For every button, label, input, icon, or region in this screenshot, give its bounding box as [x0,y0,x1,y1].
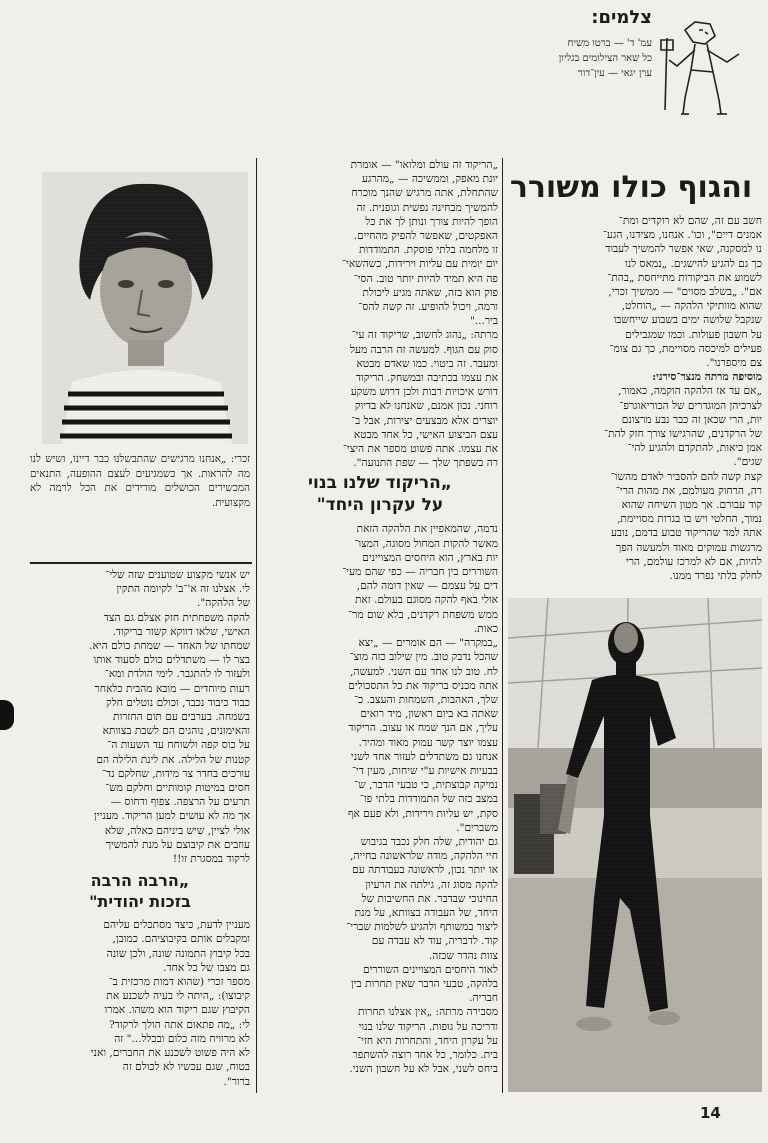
paragraph: מרתה: „נהוג לחשוב, שריקוד זה עי־ סוק עם הגוף. למעשה זה הרבה מעל ומעבר. זה ביטוי. כמו שאדם מבטא את עצמו בכתיבה ובמשחק. הריקוד דורש איכויות רבות ולכן דרוש משקע רוחני. נכון אמנם, שאנחנו לא בדיוק יוצרים אלא מבצעים יצירות, אבל ב־ עצם הביצוע האישי, כל אחד מבטא את עצמו. אתה פשוט מספר את היצי־ רה בשפתך שלך — שפת התנועה". [342,329,498,470]
caption-text: זכרי: „אנחנו מרגישים שהתבשלנו כבר דיינו, ושיש לנו מה להראות. אך כשמגיעים לעצם ההופעה, התנאים המכשירים הכושלים מורידים את הכל לרמה לא מקצועית. [30,453,250,509]
paragraph: יש אנשי מקצוע שטוענים שזה שלי־ לי. אצלנו זה א'־ב' לקיומה התקין של הלהקה". [105,569,250,610]
credits-line: ערן יגאי — עין־דור [577,68,652,79]
photo-caption [30,452,250,556]
paragraph: קצת קשה להם להסביר לאדם מהשו־ רה, הרחוק מעולמם, את מהות הרי־ קוד עבורם. אך מטון השיחה שהוא נמוך, החלטי ויש בו בגרות מסויימת, אתה למד שהריקוד טבוע בדמם, נובע מרגשות עמוקים מאוד ולמעשה הפך להיות, אם לא למרכז עולמם, הרי לחלק בלתי נפרד ממנו. [610,470,762,583]
photographer-sketch-icon [655,10,755,120]
dancer-photo [508,598,762,1092]
credits-line: כל שאר הצילומים בגליון [558,53,652,64]
subheading: „הריקוד שלנו בנוי על עקרון היחד" [308,473,452,516]
headline: והגוף כולו משורר [509,170,753,205]
credits-title: צלמים: [591,7,652,28]
paragraph: מעניין לדעת, כיצד מסתכלים עליהם ומקבלים אותם בקיבוציהם. כמובן, בכל קיבוץ התמונה שונה, ולכן שונה גם מצבו של כל אחד. [103,919,250,974]
paragraph: „במקרה" — הם אומרים — „יצא שהכל נדבק טוב. מין שילוב כזה מוצ־ לח. טוב לנו אחד עם השני. למעשה, אתה מכניס בריקוד את כל התסכולים שלך, האהבות, השמחות והעצב. כ־ שאתה בא ביום ראשון, מיד רואים עליך, אם הנך שמח או עצוב. הריקוד עצמו יוצר קשר עמוק מאוד ומהיר. אנחנו גם משתדלים לעזור אחד לשני בבעיות אישיות ע"י שיחות, מעין די־ נמיקה קבוצתית, כי טבעי הדבר, ש־ במצב כזה של התמודדות בלתי פו־ סקת, יש עליות וירידות, ולא פעם אף משברים". [347,637,498,834]
paragraph: לאור היחסים המצויינים השוררים בלהקה, טבעי הדבר שאין תחרות בין חבריה. [351,963,498,1005]
paragraph: חשב עם זה, שהם לא רוקדים ומת־ אמנים דיים", וכו'. אנחנו, מצידנו, הגע־ נו למסקנה, שאי אפשר להמשיך לעבוד כך גם להגיע להישגים. „נמאס לנו לשמוע את הביקורות מתייחסת „בהת־ אם". „בשלב מסוים" — ממשיך זכרי, שהוא מוותיקי הלהקה — „הוחלט, שנקבל שלושה ימים בשבוע שייחשבו על חשבון פעולות. וכמו שמגבילים פעילים למיכסה מסויימת, כך גם צומ־ צם מיספרנו". [602,215,762,370]
article-middle-column [262,158,498,1093]
paragraph: נדמה, שהמאפיין את הלהקה הזאת מאשר להקות המחול מסוגה, המצו־ יות בארץ, הוא היחסים המצויינים השוררים בין חבריה — כפי שהם מעי־ דים על עצמם — שאין דומה להם, אולי באף להקה מסוגם בעולם. זאת ממש משפחת רקדנים, בלא שום מר־ כאות. [342,523,498,635]
subheading: „הרבה הרבה בזכות יהודית" [89,871,191,912]
column-divider [502,158,503,1093]
paragraph: „אם עד אז הלהקה הוקמה, כאמור, לצרכיהן המוגדרים של הכוריאוגרפ־ יות, הרי שכאן זה כבר נבע מרצונם של הרקדנים, שהרגישו צורך חזק להת־ אמן כיאות, להתקדם ולהגיע להי־ שגים". [604,385,762,469]
paragraph: גם יהודית, שלה חלק נכבד בגיבוש חיי הלהקה, מודה שלראשונה בחייה, או יותר נכון, לראשונה בעבודתה עם להקה מסוג זה, גילתה את הרעיון החינוכי שבדבר. את החשיבות של היחד, של העבודה בצוותא, על מנת ליצור במשותף ולהגיע לשלמות שברי־ קוד. לדבריה, עוד לא עבדה עם צוות נהדר שכזה. [346,835,498,962]
caption-rule [30,562,252,564]
credits [478,6,652,98]
paragraph: „הריקוד זה עולם ומלואו" — אומרת יונת מאפק, וממשיכה — „מהרגע שהתחלת, אתה מרגיש שהנך מוכרח להמשיך מבחינה נפשית וגופנית. זה הופך להיות צורך ונותן לך את כל האפקטים, שאפשר להפיק מהחיים. זו מלחמה בלתי פוסקת. התמודדות יום יומית עם עליות וירידות, כשהשאי־ פה היא תמיד להיות יותר טוב. הסי־ פוק הוא בזה, שאתה מגיע ליכולת ורמה, ויכול להופיע. זה קשה להס־ ביר..." [341,159,498,328]
speaker-note: מוסיפה מרתה מנצר־סירני: [652,371,762,384]
punch-mark [0,700,14,730]
page-number: 14 [700,1104,721,1122]
paragraph: להקה משפחתית חזק אצלם גם הצד האישי, שלאו דווקא קשור בריקוד. שמחתו של האחד — שמחת כולם היא. בצר לו — משתדלים כולם לסעוד אותו ולעזור לו להתגבר. לימי הולדת ומא־ רעות מיוחדים — מובא מהבית כלאחר כבוד כיבוד נכבד, וכולם נוטלים חלק בשמחה. בערבים עם תום החזרות והאימונים, נוהגים הם לשבת בצוותא על כוס קפה ולשוחח עד השעות ה־ קטנות של הלילה. את לינת הלילה הם עורכים בחדר צר מידות, שחלקם נד־ חסים במיטות קומותיים וחלקם מש־ תרעים על הרצפה. צפוף ודחוס — אך מה לא עושים למען הריקוד. מעניין אולי לציין, שיש ביניהם כאלה, שלא עוזבים את קיבוצם על מנת להמשיך לרקוד במסגרת זו!! [89,611,250,866]
paragraph: מספר זכרי (שהוא דמות מרכזית ב־ קיבוצו): „היתה לי בעיה לשכנע את הקיבוץ שגם ריקוד הוא משהו. אמרו לי: „מה פתאום אתה הולך לרקוד? לא מרוויח מזה כלום ובכלל..." זה לא היה פשוט לשכנע את החברים, ואני בטוח, שגם עכשיו לא לכולם זה ברור". [90,976,250,1088]
portrait-photo [42,172,248,444]
paragraph: מסבירה מרתה: „אין אצלנו תחרות ודריכה על גופות. הריקוד שלנו בנוי על עקרון היחד, והתחרות היא חזי־ בית. כלומר, כל אחד רוצה להשתפר ביחס לשני, אבל לא על חשבון השני. [349,1006,498,1076]
credits-illustration [655,10,755,120]
article-left-column [30,568,250,1088]
article-right-column [508,214,762,586]
credits-line: עמ' ד' — ברטו משיח [567,38,652,49]
column-divider [256,158,257,1093]
